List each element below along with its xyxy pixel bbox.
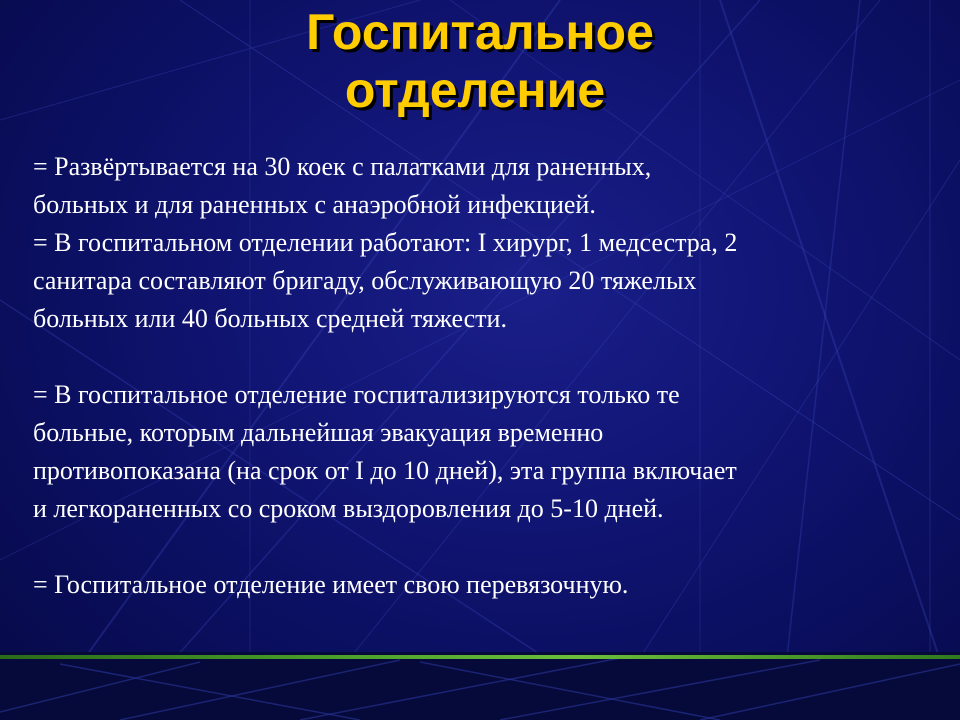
text-line: противопоказана (на срок от I до 10 дней), эта группа включает <box>33 456 737 485</box>
title-line-1: Госпитальное <box>306 4 654 60</box>
footer-decoration <box>0 652 960 720</box>
text-line: больных и для раненных с анаэробной инфекцией. <box>33 190 596 219</box>
text-line: больных или 40 больных средней тяжести. <box>33 304 507 333</box>
text-line: больные, которым дальнейшая эвакуация временно <box>33 418 604 447</box>
text-line: и легкораненных со сроком выздоровления до 5-10 дней. <box>33 494 664 523</box>
title-line-2: отделение <box>344 62 606 118</box>
text-line: = Развёртывается на 30 коек с палатками для раненных, <box>33 152 652 181</box>
text-line: = В госпитальном отделении работают: I хирург, 1 медсестра, 2 <box>33 228 738 257</box>
footer-band <box>0 652 960 720</box>
slide-title <box>0 0 960 119</box>
text-line: санитара составляют бригаду, обслуживающую 20 тяжелых <box>33 266 697 295</box>
paragraph-1 <box>33 148 933 224</box>
text-line: = Госпитальное отделение имеет свою перевязочную. <box>33 570 629 599</box>
paragraph-3 <box>33 376 933 528</box>
slide-body <box>33 148 933 604</box>
accent-rule <box>0 655 960 659</box>
paragraph-2 <box>33 224 933 338</box>
paragraph-4 <box>33 566 933 604</box>
text-line: = В госпитальное отделение госпитализируются только те <box>33 380 680 409</box>
